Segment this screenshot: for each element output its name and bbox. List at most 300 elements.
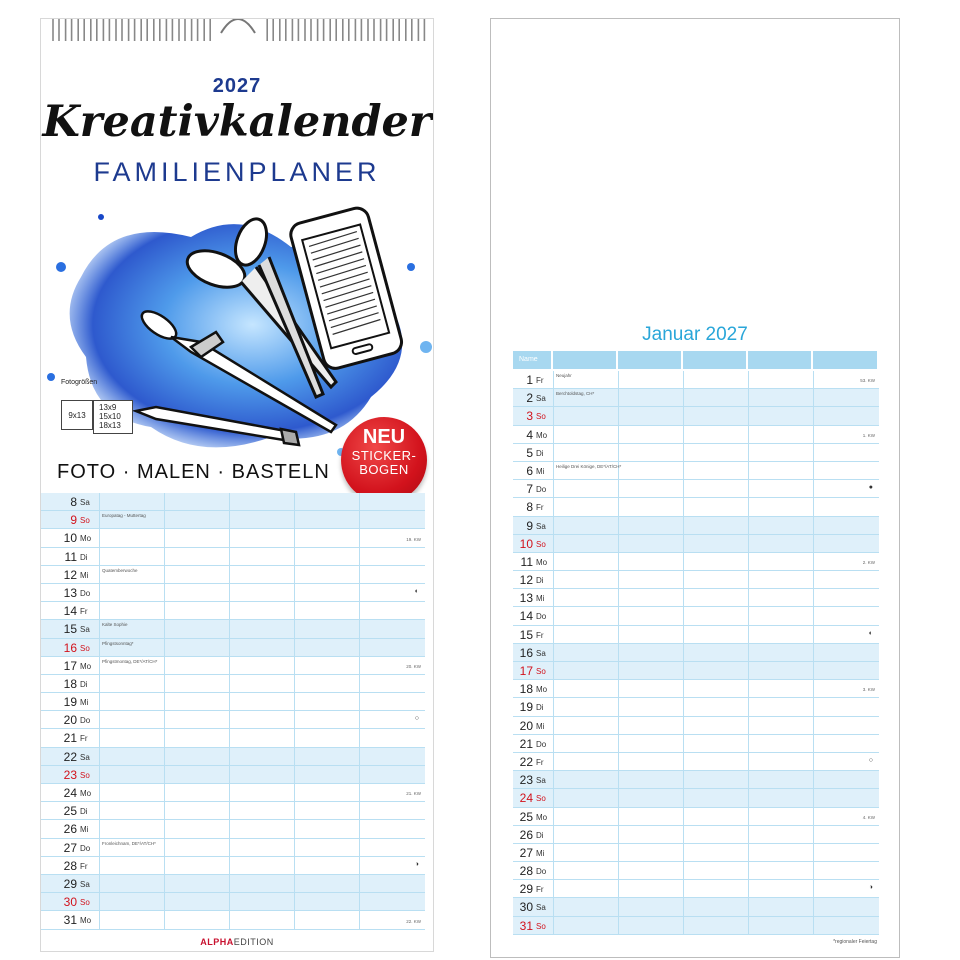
entry-cell[interactable] xyxy=(99,820,164,837)
entry-cell[interactable] xyxy=(99,875,164,892)
entry-cell[interactable] xyxy=(99,784,164,801)
entry-cell[interactable] xyxy=(359,839,425,856)
entry-cell[interactable] xyxy=(229,802,294,819)
entry-cell[interactable] xyxy=(748,735,813,752)
entry-cell[interactable] xyxy=(618,698,683,715)
entry-cell[interactable] xyxy=(164,493,229,510)
entry-cell[interactable] xyxy=(813,717,879,734)
entry-cell[interactable] xyxy=(553,880,618,897)
entry-cell[interactable] xyxy=(294,529,359,546)
entry-cell[interactable] xyxy=(359,820,425,837)
entry-cell[interactable] xyxy=(683,844,748,861)
entry-cell[interactable] xyxy=(164,748,229,765)
entry-cell[interactable] xyxy=(164,802,229,819)
entry-cell[interactable] xyxy=(164,875,229,892)
day-row[interactable] xyxy=(513,753,879,771)
entry-cell[interactable] xyxy=(229,729,294,746)
day-row[interactable] xyxy=(513,662,879,680)
entry-cell[interactable] xyxy=(359,675,425,692)
day-row[interactable] xyxy=(41,675,425,693)
entry-cell[interactable] xyxy=(359,875,425,892)
day-row[interactable] xyxy=(41,657,425,675)
entry-cell[interactable] xyxy=(618,444,683,461)
entry-cell[interactable] xyxy=(813,862,879,879)
entry-cell[interactable] xyxy=(813,826,879,843)
day-row[interactable] xyxy=(513,735,879,753)
day-row[interactable] xyxy=(41,875,425,893)
entry-cell[interactable] xyxy=(164,693,229,710)
entry-cell[interactable] xyxy=(294,602,359,619)
day-row[interactable] xyxy=(41,784,425,802)
day-row[interactable] xyxy=(513,644,879,662)
entry-cell[interactable] xyxy=(748,753,813,770)
entry-cell[interactable] xyxy=(99,493,164,510)
entry-cell[interactable] xyxy=(164,602,229,619)
day-row[interactable] xyxy=(513,844,879,862)
entry-cell[interactable] xyxy=(99,766,164,783)
entry-cell[interactable] xyxy=(294,857,359,874)
entry-cell[interactable] xyxy=(618,880,683,897)
entry-cell[interactable] xyxy=(683,644,748,661)
day-row[interactable] xyxy=(41,511,425,529)
entry-cell[interactable] xyxy=(99,857,164,874)
day-row[interactable] xyxy=(41,639,425,657)
entry-cell[interactable] xyxy=(229,675,294,692)
entry-cell[interactable] xyxy=(683,917,748,934)
entry-cell[interactable] xyxy=(553,735,618,752)
entry-cell[interactable] xyxy=(748,517,813,534)
day-row[interactable] xyxy=(513,917,879,935)
entry-cell[interactable] xyxy=(683,862,748,879)
entry-cell[interactable] xyxy=(164,511,229,528)
entry-cell[interactable] xyxy=(294,493,359,510)
entry-cell[interactable] xyxy=(748,844,813,861)
entry-cell[interactable] xyxy=(618,826,683,843)
entry-cell[interactable] xyxy=(359,748,425,765)
entry-cell[interactable] xyxy=(618,371,683,388)
entry-cell[interactable] xyxy=(813,644,879,661)
entry-cell[interactable] xyxy=(359,620,425,637)
entry-cell[interactable] xyxy=(553,626,618,643)
day-row[interactable] xyxy=(513,407,879,425)
entry-cell[interactable] xyxy=(618,389,683,406)
entry-cell[interactable] xyxy=(294,802,359,819)
entry-cell[interactable] xyxy=(359,602,425,619)
entry-cell[interactable] xyxy=(359,548,425,565)
day-row[interactable] xyxy=(41,839,425,857)
entry-cell[interactable] xyxy=(164,711,229,728)
entry-cell[interactable] xyxy=(164,857,229,874)
entry-cell[interactable] xyxy=(99,748,164,765)
entry-cell[interactable] xyxy=(553,808,618,825)
entry-cell[interactable] xyxy=(294,620,359,637)
entry-cell[interactable] xyxy=(618,407,683,424)
entry-cell[interactable] xyxy=(618,535,683,552)
entry-cell[interactable] xyxy=(748,808,813,825)
entry-cell[interactable] xyxy=(813,607,879,624)
day-row[interactable] xyxy=(41,620,425,638)
header-column[interactable] xyxy=(553,351,616,369)
entry-cell[interactable] xyxy=(748,607,813,624)
entry-cell[interactable] xyxy=(164,584,229,601)
entry-cell[interactable] xyxy=(618,753,683,770)
entry-cell[interactable] xyxy=(748,680,813,697)
entry-cell[interactable] xyxy=(99,602,164,619)
entry-cell[interactable] xyxy=(294,675,359,692)
day-row[interactable] xyxy=(513,880,879,898)
entry-cell[interactable] xyxy=(164,911,229,928)
entry-cell[interactable] xyxy=(683,589,748,606)
entry-cell[interactable] xyxy=(813,898,879,915)
entry-cell[interactable] xyxy=(748,444,813,461)
entry-cell[interactable] xyxy=(813,462,879,479)
entry-cell[interactable] xyxy=(748,480,813,497)
day-row[interactable] xyxy=(513,808,879,826)
day-row[interactable] xyxy=(41,857,425,875)
entry-cell[interactable] xyxy=(748,717,813,734)
entry-cell[interactable] xyxy=(618,808,683,825)
entry-cell[interactable] xyxy=(618,462,683,479)
entry-cell[interactable] xyxy=(748,862,813,879)
entry-cell[interactable] xyxy=(164,529,229,546)
entry-cell[interactable] xyxy=(683,498,748,515)
day-row[interactable] xyxy=(513,717,879,735)
entry-cell[interactable] xyxy=(294,784,359,801)
day-row[interactable] xyxy=(513,444,879,462)
entry-cell[interactable] xyxy=(164,839,229,856)
entry-cell[interactable] xyxy=(359,766,425,783)
entry-cell[interactable] xyxy=(748,389,813,406)
entry-cell[interactable] xyxy=(229,639,294,656)
day-row[interactable] xyxy=(41,693,425,711)
entry-cell[interactable] xyxy=(229,529,294,546)
entry-cell[interactable] xyxy=(748,626,813,643)
entry-cell[interactable] xyxy=(164,784,229,801)
entry-cell[interactable] xyxy=(813,444,879,461)
entry-cell[interactable] xyxy=(748,898,813,915)
day-row[interactable] xyxy=(41,729,425,747)
entry-cell[interactable] xyxy=(683,480,748,497)
entry-cell[interactable] xyxy=(618,626,683,643)
entry-cell[interactable] xyxy=(683,808,748,825)
entry-cell[interactable] xyxy=(748,426,813,443)
day-row[interactable] xyxy=(513,589,879,607)
entry-cell[interactable] xyxy=(229,657,294,674)
entry-cell[interactable] xyxy=(164,893,229,910)
entry-cell[interactable] xyxy=(359,493,425,510)
entry-cell[interactable] xyxy=(618,917,683,934)
entry-cell[interactable] xyxy=(553,535,618,552)
entry-cell[interactable] xyxy=(683,371,748,388)
day-row[interactable] xyxy=(513,462,879,480)
day-row[interactable] xyxy=(41,820,425,838)
entry-cell[interactable] xyxy=(683,898,748,915)
entry-cell[interactable] xyxy=(553,553,618,570)
entry-cell[interactable] xyxy=(748,498,813,515)
day-row[interactable] xyxy=(513,371,879,389)
day-row[interactable] xyxy=(41,893,425,911)
entry-cell[interactable] xyxy=(618,517,683,534)
entry-cell[interactable] xyxy=(683,426,748,443)
entry-cell[interactable] xyxy=(618,426,683,443)
entry-cell[interactable] xyxy=(683,571,748,588)
entry-cell[interactable] xyxy=(748,698,813,715)
entry-cell[interactable] xyxy=(748,826,813,843)
entry-cell[interactable] xyxy=(553,917,618,934)
day-row[interactable] xyxy=(513,862,879,880)
day-row[interactable] xyxy=(513,607,879,625)
day-row[interactable] xyxy=(41,748,425,766)
entry-cell[interactable] xyxy=(618,898,683,915)
entry-cell[interactable] xyxy=(164,566,229,583)
entry-cell[interactable] xyxy=(99,675,164,692)
entry-cell[interactable] xyxy=(748,771,813,788)
day-row[interactable] xyxy=(41,493,425,511)
entry-cell[interactable] xyxy=(229,566,294,583)
entry-cell[interactable] xyxy=(553,898,618,915)
entry-cell[interactable] xyxy=(99,893,164,910)
entry-cell[interactable] xyxy=(748,789,813,806)
entry-cell[interactable] xyxy=(748,371,813,388)
entry-cell[interactable] xyxy=(683,462,748,479)
entry-cell[interactable] xyxy=(618,644,683,661)
entry-cell[interactable] xyxy=(813,917,879,934)
entry-cell[interactable] xyxy=(618,844,683,861)
entry-cell[interactable] xyxy=(683,680,748,697)
day-row[interactable] xyxy=(513,698,879,716)
entry-cell[interactable] xyxy=(164,766,229,783)
entry-cell[interactable] xyxy=(164,675,229,692)
entry-cell[interactable] xyxy=(553,862,618,879)
day-row[interactable] xyxy=(513,517,879,535)
entry-cell[interactable] xyxy=(813,789,879,806)
entry-cell[interactable] xyxy=(748,880,813,897)
entry-cell[interactable] xyxy=(164,548,229,565)
entry-cell[interactable] xyxy=(294,875,359,892)
entry-cell[interactable] xyxy=(683,389,748,406)
entry-cell[interactable] xyxy=(618,553,683,570)
entry-cell[interactable] xyxy=(683,880,748,897)
entry-cell[interactable] xyxy=(553,589,618,606)
entry-cell[interactable] xyxy=(359,566,425,583)
day-row[interactable] xyxy=(513,789,879,807)
day-row[interactable] xyxy=(41,584,425,602)
entry-cell[interactable] xyxy=(683,698,748,715)
entry-cell[interactable] xyxy=(294,711,359,728)
entry-cell[interactable] xyxy=(683,407,748,424)
entry-cell[interactable] xyxy=(618,480,683,497)
entry-cell[interactable] xyxy=(294,639,359,656)
entry-cell[interactable] xyxy=(618,680,683,697)
entry-cell[interactable] xyxy=(294,584,359,601)
entry-cell[interactable] xyxy=(553,698,618,715)
day-row[interactable] xyxy=(513,535,879,553)
entry-cell[interactable] xyxy=(748,462,813,479)
day-row[interactable] xyxy=(41,566,425,584)
entry-cell[interactable] xyxy=(229,857,294,874)
day-row[interactable] xyxy=(513,426,879,444)
entry-cell[interactable] xyxy=(618,735,683,752)
entry-cell[interactable] xyxy=(294,657,359,674)
entry-cell[interactable] xyxy=(813,771,879,788)
day-row[interactable] xyxy=(41,802,425,820)
entry-cell[interactable] xyxy=(618,498,683,515)
entry-cell[interactable] xyxy=(748,571,813,588)
entry-cell[interactable] xyxy=(683,444,748,461)
entry-cell[interactable] xyxy=(229,820,294,837)
entry-cell[interactable] xyxy=(618,662,683,679)
entry-cell[interactable] xyxy=(553,498,618,515)
day-row[interactable] xyxy=(513,498,879,516)
day-row[interactable] xyxy=(513,626,879,644)
entry-cell[interactable] xyxy=(164,639,229,656)
entry-cell[interactable] xyxy=(99,729,164,746)
entry-cell[interactable] xyxy=(553,771,618,788)
entry-cell[interactable] xyxy=(683,753,748,770)
entry-cell[interactable] xyxy=(99,548,164,565)
entry-cell[interactable] xyxy=(553,607,618,624)
header-column[interactable] xyxy=(683,351,746,369)
entry-cell[interactable] xyxy=(748,553,813,570)
entry-cell[interactable] xyxy=(99,802,164,819)
entry-cell[interactable] xyxy=(99,529,164,546)
day-row[interactable] xyxy=(513,480,879,498)
entry-cell[interactable] xyxy=(294,693,359,710)
entry-cell[interactable] xyxy=(813,535,879,552)
entry-cell[interactable] xyxy=(813,517,879,534)
entry-cell[interactable] xyxy=(618,789,683,806)
entry-cell[interactable] xyxy=(164,657,229,674)
entry-cell[interactable] xyxy=(553,680,618,697)
entry-cell[interactable] xyxy=(553,753,618,770)
day-row[interactable] xyxy=(513,571,879,589)
day-row[interactable] xyxy=(41,602,425,620)
entry-cell[interactable] xyxy=(813,389,879,406)
entry-cell[interactable] xyxy=(99,693,164,710)
day-row[interactable] xyxy=(41,766,425,784)
entry-cell[interactable] xyxy=(813,735,879,752)
header-column[interactable] xyxy=(748,351,811,369)
entry-cell[interactable] xyxy=(683,626,748,643)
entry-cell[interactable] xyxy=(229,548,294,565)
entry-cell[interactable] xyxy=(229,511,294,528)
day-row[interactable] xyxy=(513,826,879,844)
entry-cell[interactable] xyxy=(229,584,294,601)
entry-cell[interactable] xyxy=(813,662,879,679)
entry-cell[interactable] xyxy=(683,789,748,806)
entry-cell[interactable] xyxy=(618,607,683,624)
day-row[interactable] xyxy=(513,771,879,789)
entry-cell[interactable] xyxy=(99,911,164,928)
entry-cell[interactable] xyxy=(683,662,748,679)
entry-cell[interactable] xyxy=(229,620,294,637)
entry-cell[interactable] xyxy=(294,893,359,910)
entry-cell[interactable] xyxy=(99,584,164,601)
entry-cell[interactable] xyxy=(359,511,425,528)
entry-cell[interactable] xyxy=(359,893,425,910)
entry-cell[interactable] xyxy=(553,426,618,443)
entry-cell[interactable] xyxy=(229,911,294,928)
entry-cell[interactable] xyxy=(748,662,813,679)
entry-cell[interactable] xyxy=(618,771,683,788)
entry-cell[interactable] xyxy=(813,407,879,424)
entry-cell[interactable] xyxy=(683,535,748,552)
entry-cell[interactable] xyxy=(553,407,618,424)
entry-cell[interactable] xyxy=(294,911,359,928)
entry-cell[interactable] xyxy=(229,711,294,728)
entry-cell[interactable] xyxy=(294,511,359,528)
entry-cell[interactable] xyxy=(618,571,683,588)
entry-cell[interactable] xyxy=(294,766,359,783)
entry-cell[interactable] xyxy=(229,839,294,856)
entry-cell[interactable] xyxy=(553,826,618,843)
entry-cell[interactable] xyxy=(553,444,618,461)
day-row[interactable] xyxy=(513,553,879,571)
entry-cell[interactable] xyxy=(359,729,425,746)
entry-cell[interactable] xyxy=(229,602,294,619)
entry-cell[interactable] xyxy=(99,711,164,728)
entry-cell[interactable] xyxy=(553,662,618,679)
entry-cell[interactable] xyxy=(294,748,359,765)
entry-cell[interactable] xyxy=(229,766,294,783)
entry-cell[interactable] xyxy=(229,693,294,710)
entry-cell[interactable] xyxy=(618,862,683,879)
entry-cell[interactable] xyxy=(553,644,618,661)
entry-cell[interactable] xyxy=(229,493,294,510)
day-row[interactable] xyxy=(41,529,425,547)
day-row[interactable] xyxy=(513,389,879,407)
entry-cell[interactable] xyxy=(748,535,813,552)
entry-cell[interactable] xyxy=(683,517,748,534)
entry-cell[interactable] xyxy=(683,717,748,734)
day-row[interactable] xyxy=(41,911,425,929)
entry-cell[interactable] xyxy=(229,875,294,892)
entry-cell[interactable] xyxy=(683,735,748,752)
entry-cell[interactable] xyxy=(813,844,879,861)
entry-cell[interactable] xyxy=(683,553,748,570)
entry-cell[interactable] xyxy=(294,566,359,583)
entry-cell[interactable] xyxy=(813,571,879,588)
day-row[interactable] xyxy=(41,711,425,729)
entry-cell[interactable] xyxy=(553,844,618,861)
entry-cell[interactable] xyxy=(683,771,748,788)
entry-cell[interactable] xyxy=(553,789,618,806)
entry-cell[interactable] xyxy=(164,820,229,837)
entry-cell[interactable] xyxy=(748,407,813,424)
entry-cell[interactable] xyxy=(294,729,359,746)
entry-cell[interactable] xyxy=(748,589,813,606)
entry-cell[interactable] xyxy=(294,820,359,837)
entry-cell[interactable] xyxy=(553,480,618,497)
entry-cell[interactable] xyxy=(294,548,359,565)
day-row[interactable] xyxy=(513,898,879,916)
entry-cell[interactable] xyxy=(229,748,294,765)
day-row[interactable] xyxy=(513,680,879,698)
entry-cell[interactable] xyxy=(553,717,618,734)
entry-cell[interactable] xyxy=(359,639,425,656)
entry-cell[interactable] xyxy=(164,729,229,746)
entry-cell[interactable] xyxy=(618,717,683,734)
header-column[interactable] xyxy=(618,351,681,369)
day-row[interactable] xyxy=(41,548,425,566)
entry-cell[interactable] xyxy=(164,620,229,637)
entry-cell[interactable] xyxy=(683,607,748,624)
entry-cell[interactable] xyxy=(553,571,618,588)
entry-cell[interactable] xyxy=(294,839,359,856)
entry-cell[interactable] xyxy=(553,517,618,534)
entry-cell[interactable] xyxy=(748,644,813,661)
header-column[interactable] xyxy=(813,351,877,369)
